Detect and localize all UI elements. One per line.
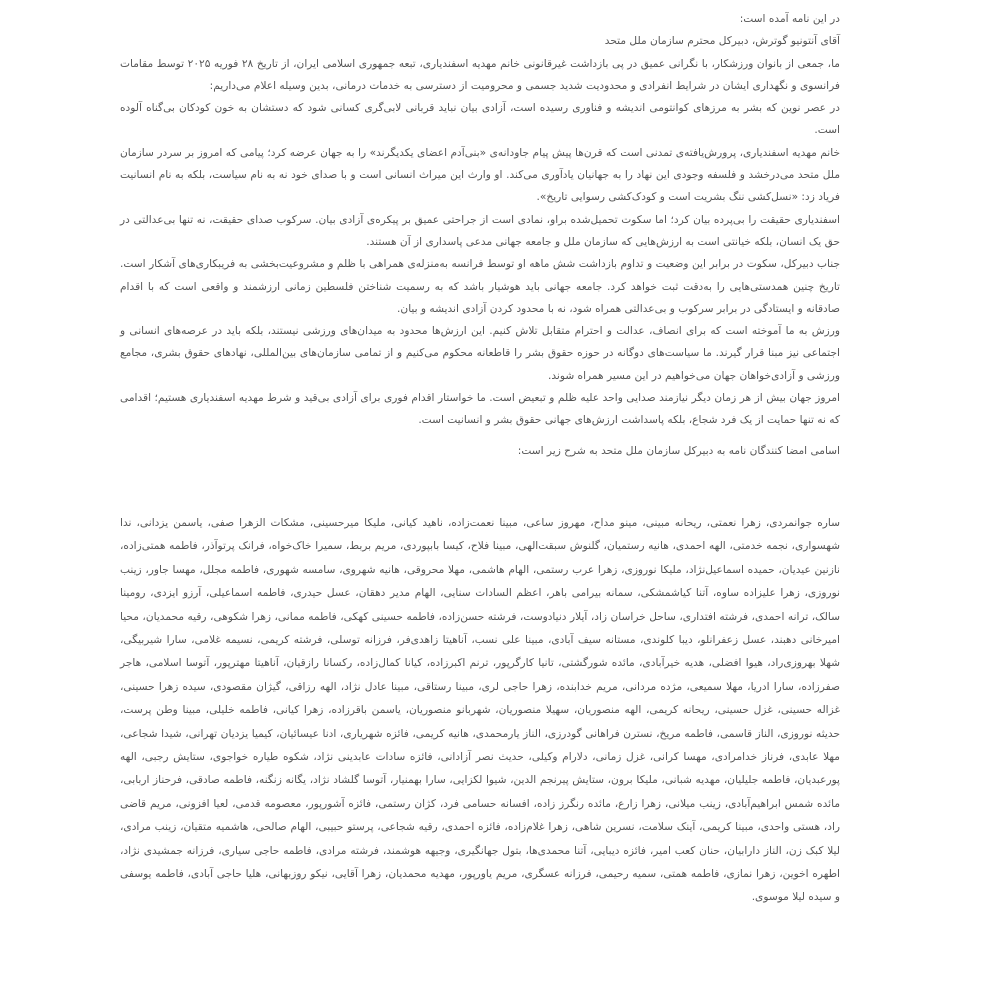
letter-intro: در این نامه آمده است: — [739, 13, 840, 25]
letter-paragraph-5: جناب دبیرکل، سکوت در برابر این وضعیت و تداوم بازداشت شش ماهه او توسط فرانسه به‌منزله‌ی همراهی با ظلم و مشروعیت‌بخشی به فریبکاری‌های آشکار است. تاریخ چنین همدستی‌هایی را به‌دقت ثبت خواهد کرد. جامعه جهانی باید هوشیار باشد که به رسمیت شناختن فلسطین زمانی ارزشمند و واقعی است که با اقدام صادقانه و ایستادگی در برابر سرکوب و بی‌عدالتی همراه شود، نه با محدود کردن آزادی اندیشه و بیان. — [120, 258, 840, 315]
letter-paragraph-2: در عصر نوین که بشر به مرزهای کوانتومی اندیشه و فناوری رسیده است، آزادی بیان نباید قربانی لابی‌گری کسانی شود که دستشان به خون کودکان بی‌گناه آلوده است. — [120, 102, 840, 137]
signers-heading: اسامی امضا کنندگان نامه به دبیرکل سازمان ملل متحد به شرح زیر است: — [517, 444, 840, 457]
letter-paragraph-7: امروز جهان بیش از هر زمان دیگر نیازمند صدایی واحد علیه ظلم و تبعیض است. ما خواستار اقدام فوری برای آزادی بی‌قید و شرط مهدیه اسفندیاری هستیم؛ اقدامی که نه تنها حمایت از یک فرد شجاع، بلکه پاسداشت ارزش‌های جهانی حقوق بشر و انسانیت است. — [120, 392, 840, 427]
letter-paragraph-1: ما، جمعی از بانوان ورزشکار، با نگرانی عمیق در پی بازداشت غیرقانونی خانم مهدیه اسفندیاری، تبعه جمهوری اسلامی ایران، از تاریخ ۲۸ فوریه ۲۰۲۵ توسط مقامات فرانسوی و نگهداری ایشان در شرایط انفرادی و محدودیت شدید جسمی و محرومیت از دسترسی به خدمات درمانی، بدین وسیله اعلام می‌داریم: — [120, 57, 840, 92]
letter-paragraph-4: اسفندیاری حقیقت را بی‌پرده بیان کرد؛ اما سکوت تحمیل‌شده براو، نمادی است از جراحتی عمیق بر پیکره‌ی آزادی بیان. سرکوب صدای حقیقت، نه تنها بی‌عدالتی در حق یک انسان، بلکه خیانتی است به ارزش‌هایی که سازمان ملل و جامعه جهانی مدعی پاسداری از آن هستند. — [120, 213, 840, 248]
letter-paragraph-6: ورزش به ما آموخته است که برای انصاف، عدالت و احترام متقابل تلاش کنیم. این ارزش‌ها محدود به میدان‌های ورزشی نیستند، بلکه باید در عرصه‌های انسانی و اجتماعی نیز مبنا قرار گیرند. ما سیاست‌های دوگانه در حوزه حقوق بشر را قاطعانه محکوم می‌کنیم و از تمامی سازمان‌های بین‌المللی، نهادهای حقوق بشری، مجامع ورزشی و آزادی‌خواهان جهان می‌خواهیم در این مسیر همراه شوند. — [120, 325, 840, 382]
letter-paragraph-3: خانم مهدیه اسفندیاری، پرورش‌یافته‌ی تمدنی است که قرن‌ها پیش پیام جاودانه‌ی «بنی‌آدم اعضای یکدیگرند» را به جهان عرضه کرد؛ پیامی که امروز بر سردر سازمان ملل متحد می‌درخشد و فلسفه وجودی این نهاد را به جهانیان یادآوری می‌کند. او وارث این میراث انسانی است و با صدای خود نه به نام سیاست، بلکه به نام انسانیت فریاد زد: «نسل‌کشی ننگ بشریت است و کودک‌کشی رسوایی تاریخ». — [120, 146, 840, 204]
letter-document — [120, 8, 840, 910]
signers-list: ساره جوانمردی، زهرا نعمتی، ریحانه مبینی، مینو مداح، مهروز ساعی، مبینا نعمت‌زاده، ناهید کیانی، ملیکا میرحسینی، مشکات الزهرا صفی، یاسمن یزدانی، ندا شهسواری، نجمه خدمتی، الهه احمدی، هانیه رستمیان، گلنوش سبقت‌الهی، مبینا فلاح، کیسا بابپوردی، مریم بربط، سمیرا خاک‌خواه، فرانک پرتوآذر، فاطمه همتی‌زاده، نازنین عیدیان، حمیده اسماعیل‌نژاد، ملیکا نوروزی، زهرا عرب رستمی، الهام هاشمی، مهلا محروقی، هانیه شهروی، سامسه شهوری، فاطمه مجلل، مهسا جاور، زینب نوروزی، زهرا علیزاده ساوه، آتنا کیاشمشکی، سمانه بیرامی باهر، اعظم السادات سنایی، الهام مدیر دهقان، عسل حیدری، فاطمه اسماعیلی، آرزو ایزدی، رومینا سالک، ترانه احمدی، فرشته افتداری، ساحل خراسان زاد، آیلار دنیادوست، فرشته حسن‌زاده، فاطمه حسینی کهکی، فاطمه ممانی، زهرا شکوهی، رقیه محمدیان، محیا امیرخانی دهبند، عسل زعفرانلو، دیبا کلوندی، مستانه سیف آبادی، مبینا علی نسب، آناهیتا زاهدی‌فر، فرزانه توسلی، فرشته کریمی، نسیمه غلامی، سارا شیربیگی، شهلا بهروزی‌راد، هیوا افضلی، هدیه خیرآبادی، مائده شورگشتی، تانیا کارگرپور، ترنم اکبرزاده، کیانا کمال‌زاده، رکسانا رازقیان، آناهیتا مهترپور، آتوسا اسلامی، هاجر صفرزاده، سارا ادریا، مهلا سمیعی، مژده مردانی، مریم خدابنده، زهرا حاجی لری، مبینا رستاقی، مبینا عادل نژاد، الهه رزاقی، گیژان مقصودی، سیده زهرا حسینی، غزاله حسینی، غزل حسینی، ریحانه کریمی، الهه منصوریان، سهیلا منصوریان، شهربانو منصوریان، یاسمن باقرزاده، زهرا کیانی، فاطمه خلیلی، مبینا وطن پرست، حدیثه نوروزی، الناز قاسمی، فاطمه مریخ، نسترن فراهانی گودرزی، الناز یارمحمدی، هانیه کریمی، فائزه شهریاری، ادنا عیسائیان، کیمیا یزدیان تهرانی، شیدا شجاعی، مهلا عابدی، فرناز خدامرادی، مهسا کرانی، غزل زمانی، دلارام وکیلی، حدیث نصر آزادانی، فائزه سادات عابدینی نژاد، شکوه طیاره خواجوی، ستایش رجبی، الهه پورعبدیان، فاطمه جلیلیان، مهدیه شبانی، ملیکا برون، ستایش پیرنجم الدین، شیوا لکزایی، سارا بهمنیار، آتوسا گلشاد نژاد، یگانه زنگنه، فاطمه صادقی، فرحناز اربابی، مائده شمس ابراهیم‌آبادی، زینب میلانی، زهرا زارع، مائده رنگرز زاده، افسانه حسامی فرد، کژان رستمی، فائزه آشورپور، معصومه قدمی، لعیا افزونی، مریم قاضی راد، هستی واحدی، مبینا کریمی، آینک سلامت، نسرین شاهی، زهرا غلام‌زاده، فائزه احمدی، رقیه شجاعی، پرستو حبیبی، الهام صالحی، هاشمیه متقیان، زینب مرادی، لیلا کبک زن، الناز دارابیان، حنان کعب امیر، فائزه دیبایی، آتنا محمدی‌ها، بتول جهانگیری، وجیهه هوشمند، فرشته مرادی، فاطمه حاجی سیاری، فرزانه جمشیدی نژاد، اطهره اخوین، زهرا نمازی، فاطمه همتی، سمیه رحیمی، فرزانه عسگری، مریم یاورپور، مهدیه محمدیان، زهرا آقایی، نیکو روزبهانی، هلیا حاجی آبادی، فاطمه یوسفی و سیده لیلا موسوی. — [120, 516, 840, 904]
letter-salutation: آقای آنتونیو گوترش، دبیرکل محترم سازمان ملل متحد — [604, 35, 840, 48]
